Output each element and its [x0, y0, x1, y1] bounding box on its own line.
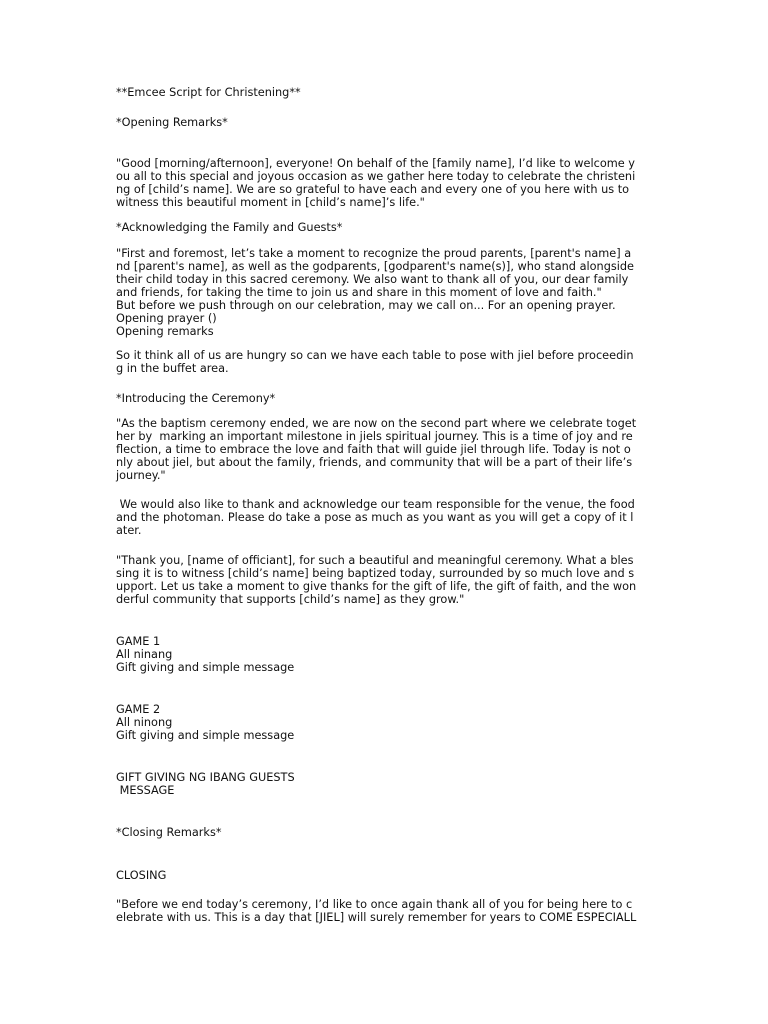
game2-participants: All ninong — [116, 716, 173, 729]
officiant-paragraph-line: sing it is to witness [child’s name] being baptized today, surrounded by so much love and s — [116, 567, 635, 580]
officiant-paragraph-line: upport. Let us take a moment to give thanks for the gift of life, the gift of faith, and the won — [116, 580, 637, 593]
officiant-paragraph-line: derful community that supports [child’s name] as they grow." — [116, 593, 465, 606]
ceremony-paragraph-line: flection, a time to embrace the love and faith that will guide jiel through life. Today is not o — [116, 443, 631, 456]
team-thanks-paragraph-line: We would also like to thank and acknowledge our team responsible for the venue, the food — [116, 498, 635, 511]
closing-paragraph-line: elebrate with us. This is a day that [JIEL] will surely remember for years to COME ESPECIALL — [116, 911, 637, 924]
document-title: **Emcee Script for Christening** — [116, 86, 301, 99]
game1-participants: All ninang — [116, 648, 173, 661]
game2-activity: Gift giving and simple message — [116, 729, 295, 742]
opening-paragraph-line: ou all to this special and joyous occasion as we gather here today to celebrate the christeni — [116, 170, 636, 183]
opening-remarks-heading: *Opening Remarks* — [116, 116, 228, 129]
ceremony-paragraph-line: "As the baptism ceremony ended, we are now on the second part where we celebrate toget — [116, 417, 637, 430]
acknowledging-paragraph-line: nd [parent's name], as well as the godparents, [godparent's name(s)], who stand alongside — [116, 260, 635, 273]
opening-paragraph-line: witness this beautiful moment in [child’s name]’s life." — [116, 196, 425, 209]
acknowledging-heading: *Acknowledging the Family and Guests* — [116, 221, 343, 234]
opening-paragraph-line: ng of [child’s name]. We are so grateful to have each and every one of you here with us to — [116, 183, 630, 196]
closing-paragraph-line: "Before we end today’s ceremony, I’d like to once again thank all of you for being here to c — [116, 898, 633, 911]
acknowledging-paragraph-line: Opening remarks — [116, 325, 214, 338]
acknowledging-paragraph-line: Opening prayer () — [116, 312, 217, 325]
acknowledging-paragraph-line: "First and foremost, let’s take a moment to recognize the proud parents, [parent's name] a — [116, 247, 632, 260]
officiant-paragraph-line: "Thank you, [name of officiant], for such a beautiful and meaningful ceremony. What a bles — [116, 554, 634, 567]
game1-title: GAME 1 — [116, 635, 161, 648]
guests-gift-giving: GIFT GIVING NG IBANG GUESTS — [116, 771, 295, 784]
ceremony-paragraph-line: nly about jiel, but about the family, friends, and community that will be a part of their life’s — [116, 456, 633, 469]
game1-activity: Gift giving and simple message — [116, 661, 295, 674]
team-thanks-paragraph-line: and the photoman. Please do take a pose as much as you want as you will get a copy of it l — [116, 511, 634, 524]
guests-message: MESSAGE — [116, 784, 175, 797]
hungry-paragraph-line: So it think all of us are hungry so can we have each table to pose with jiel before proceedin — [116, 349, 634, 362]
ceremony-paragraph-line: her by marking an important milestone in jiels spiritual journey. This is a time of joy and re — [116, 430, 633, 443]
ceremony-heading: *Introducing the Ceremony* — [116, 392, 276, 405]
ceremony-paragraph-line: journey." — [116, 469, 166, 482]
opening-paragraph-line: "Good [morning/afternoon], everyone! On behalf of the [family name], I’d like to welcome y — [116, 157, 635, 170]
acknowledging-paragraph-line: and friends, for taking the time to join us and share in this moment of love and faith." — [116, 286, 602, 299]
game2-title: GAME 2 — [116, 703, 161, 716]
team-thanks-paragraph-line: ater. — [116, 524, 142, 537]
acknowledging-paragraph-line: their child today in this sacred ceremony. We also want to thank all of you, our dear family — [116, 273, 629, 286]
hungry-paragraph-line: g in the buffet area. — [116, 362, 229, 375]
closing-remarks-heading: *Closing Remarks* — [116, 826, 222, 839]
closing-label: CLOSING — [116, 869, 167, 882]
acknowledging-paragraph-line: But before we push through on our celebration, may we call on... For an opening prayer. — [116, 299, 616, 312]
